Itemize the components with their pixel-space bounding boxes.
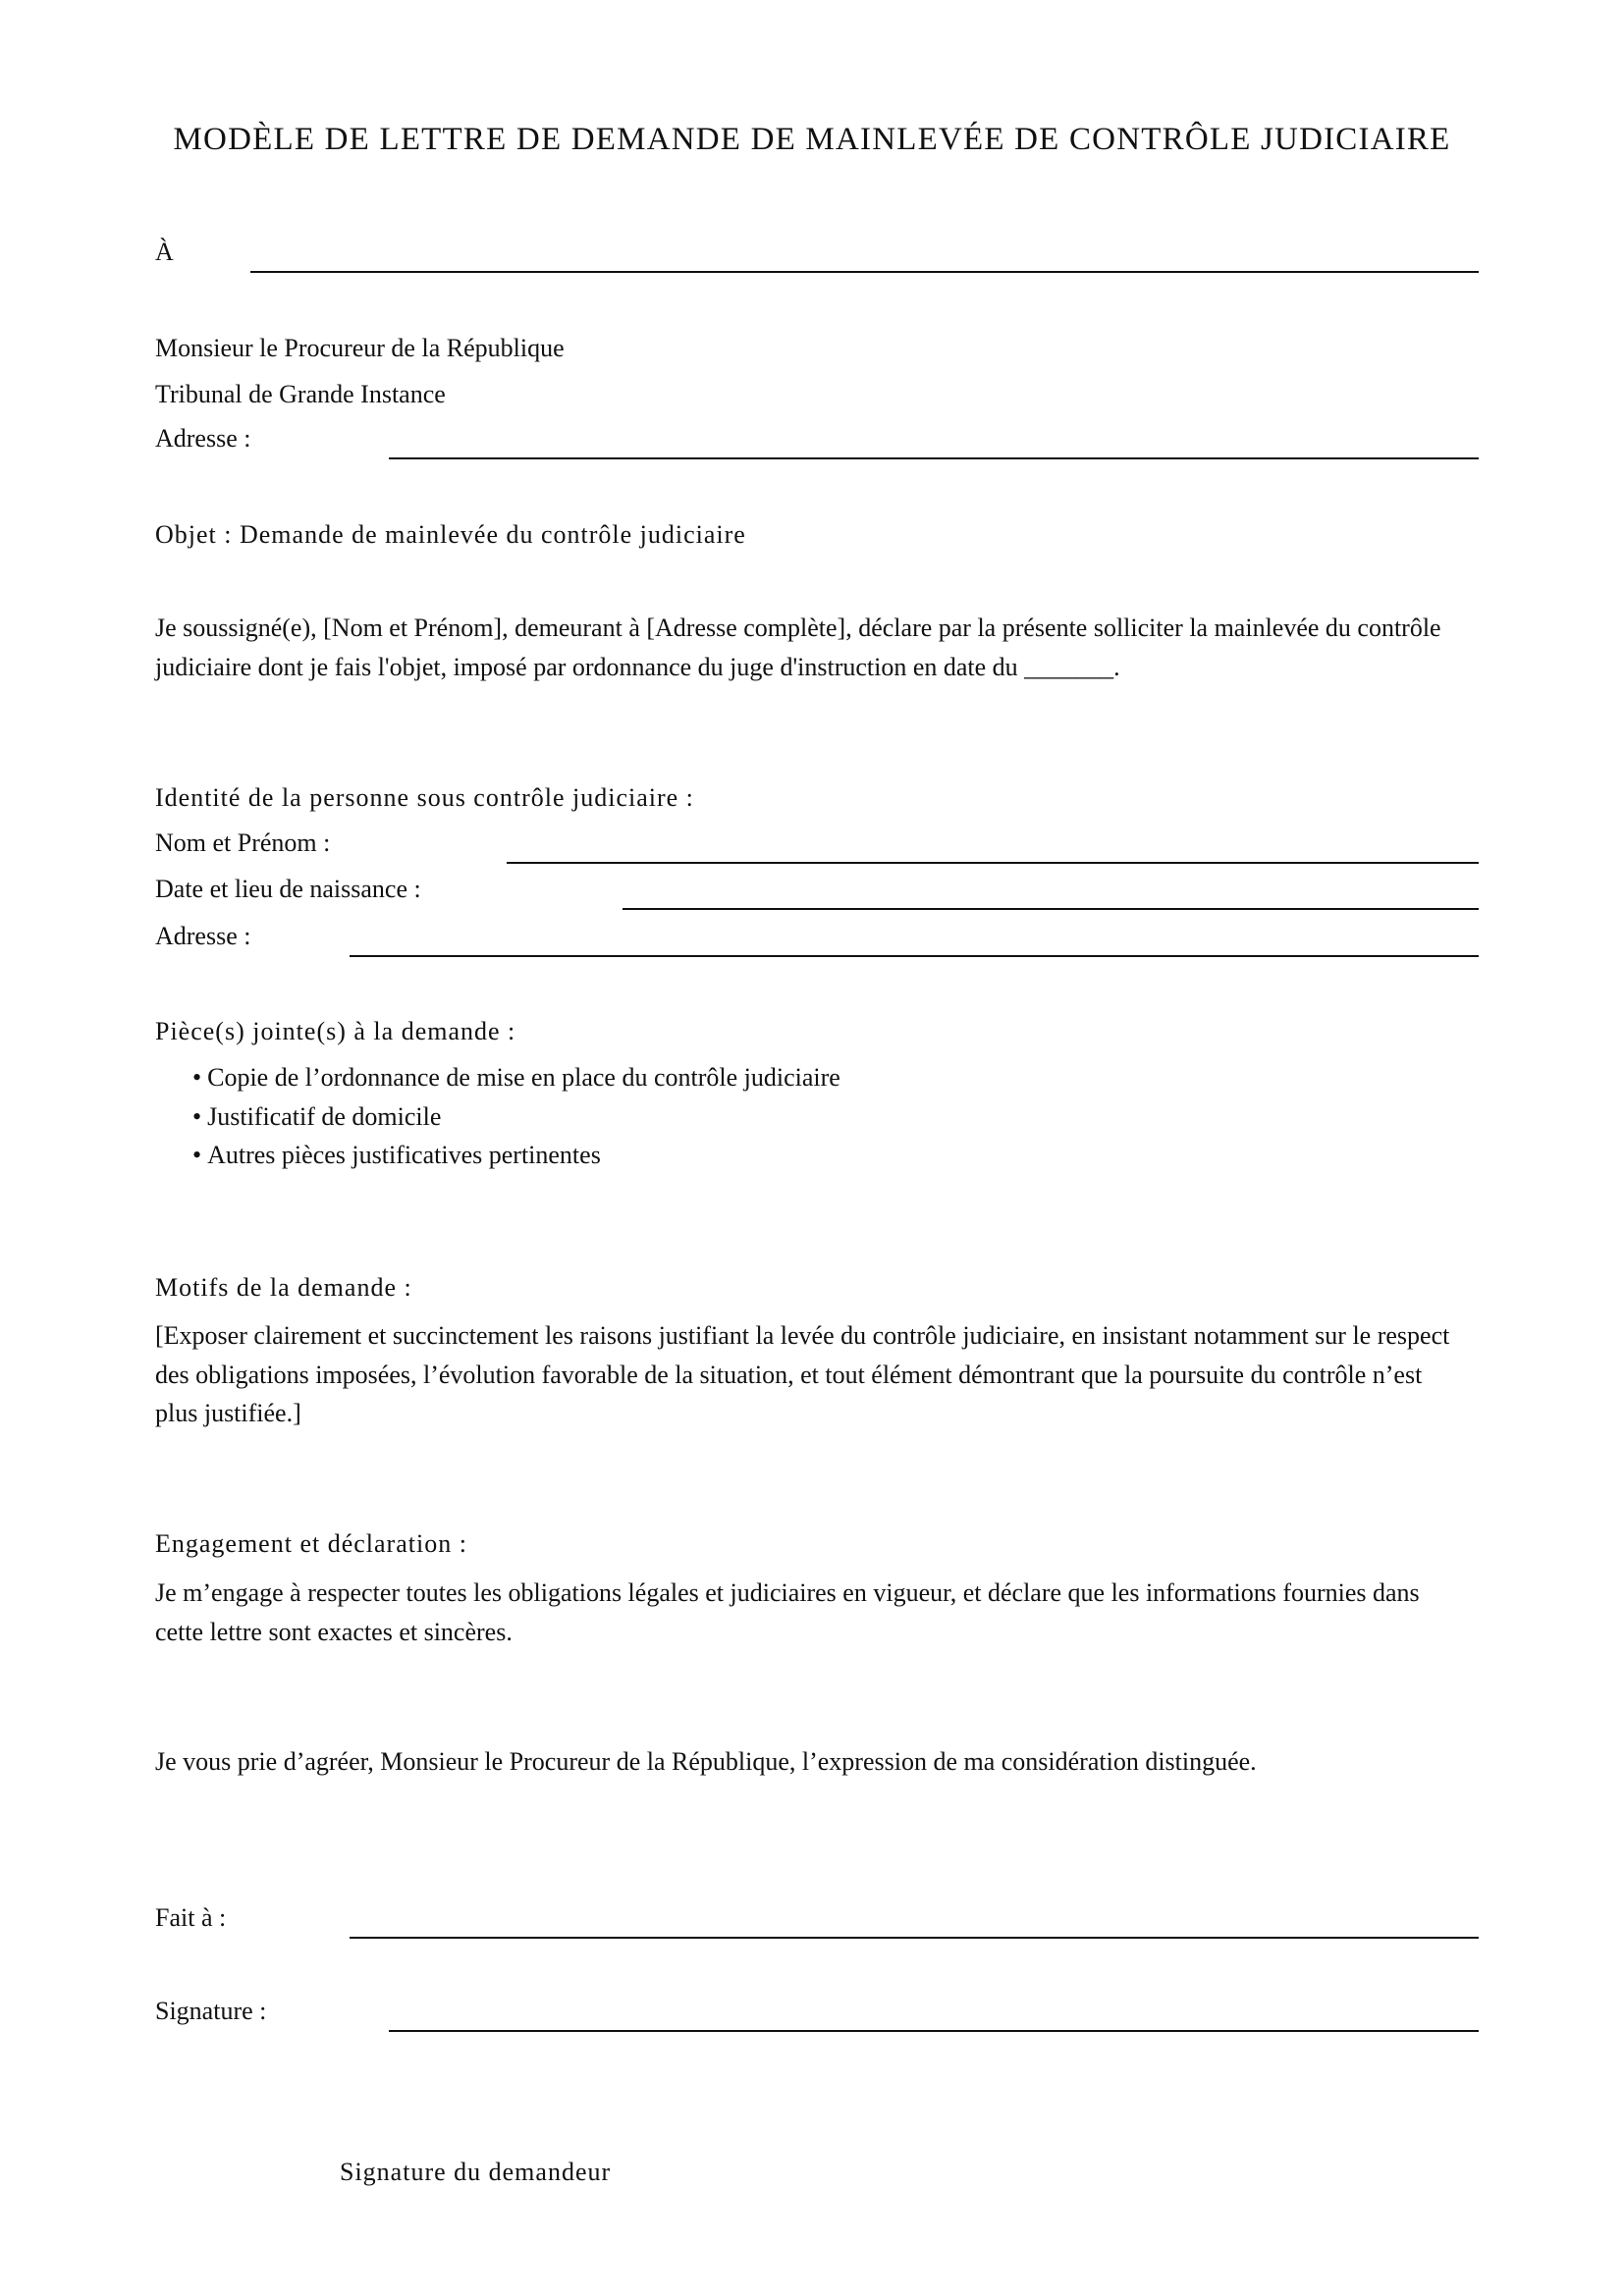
fait-a-label: Fait à : <box>155 1903 227 1932</box>
attachments-list <box>192 1058 840 1175</box>
attachments-heading: Pièce(s) jointe(s) à la demande : <box>155 1017 516 1045</box>
identity-address-label: Adresse : <box>155 922 251 950</box>
signature-label: Signature : <box>155 1997 267 2025</box>
recipient-line-1: Monsieur le Procureur de la République <box>155 334 565 362</box>
signature-field[interactable] <box>389 2030 1479 2032</box>
commitment-heading: Engagement et déclaration : <box>155 1529 467 1558</box>
fait-a-field[interactable] <box>350 1937 1479 1939</box>
recipient-line-2: Tribunal de Grande Instance <box>155 380 446 408</box>
commitment-paragraph: Je m’engage à respecter toutes les obligations légales et judiciaires en vigueur, et déclare que les informations fournies dans cette lettre sont exactes et sincères. <box>155 1578 1420 1646</box>
document-title: MODÈLE DE LETTRE DE DEMANDE DE MAINLEVÉE DE CONTRÔLE JUDICIAIRE <box>173 122 1451 157</box>
list-item: • Justificatif de domicile <box>192 1097 840 1137</box>
motives-heading: Motifs de la demande : <box>155 1273 412 1302</box>
recipient-to-row <box>155 234 1479 273</box>
recipient-to-label: À <box>155 238 174 266</box>
recipient-to-field[interactable] <box>250 271 1479 273</box>
recipient-address-field[interactable] <box>389 457 1479 459</box>
identity-address-row <box>155 918 1479 957</box>
subject-line: Objet : Demande de mainlevée du contrôle judiciaire <box>155 520 746 549</box>
recipient-address-label: Adresse : <box>155 424 251 453</box>
identity-name-row <box>155 825 1479 864</box>
identity-birth-label: Date et lieu de naissance : <box>155 875 421 903</box>
identity-birth-field[interactable] <box>623 908 1479 910</box>
recipient-address-row <box>155 420 1479 459</box>
intro-paragraph: Je soussigné(e), [Nom et Prénom], demeurant à [Adresse complète], déclare par la présente solliciter la mainlevée du contrôle judiciaire dont je fais l'objet, imposé par ordonnance du juge d'instruction en date du _______. <box>155 614 1441 681</box>
identity-birth-row <box>155 871 1479 910</box>
list-item: • Copie de l’ordonnance de mise en place du contrôle judiciaire <box>192 1058 840 1097</box>
identity-name-label: Nom et Prénom : <box>155 828 331 857</box>
signature-caption: Signature du demandeur <box>340 2158 612 2186</box>
motives-paragraph: [Exposer clairement et succinctement les raisons justifiant la levée du contrôle judiciaire, en insistant notamment sur le respect des obligations imposées, l’évolution favorable de la situation, et tout élément démontrant que la poursuite du contrôle n’est plus justifiée.] <box>155 1321 1450 1427</box>
identity-heading: Identité de la personne sous contrôle judiciaire : <box>155 783 694 812</box>
identity-name-field[interactable] <box>507 862 1479 864</box>
closing-formula: Je vous prie d’agréer, Monsieur le Procureur de la République, l’expression de ma considération distinguée. <box>155 1747 1257 1776</box>
identity-address-field[interactable] <box>350 955 1479 957</box>
list-item: • Autres pièces justificatives pertinentes <box>192 1136 840 1175</box>
signature-row <box>155 1993 1479 2032</box>
fait-a-row <box>155 1899 1479 1939</box>
